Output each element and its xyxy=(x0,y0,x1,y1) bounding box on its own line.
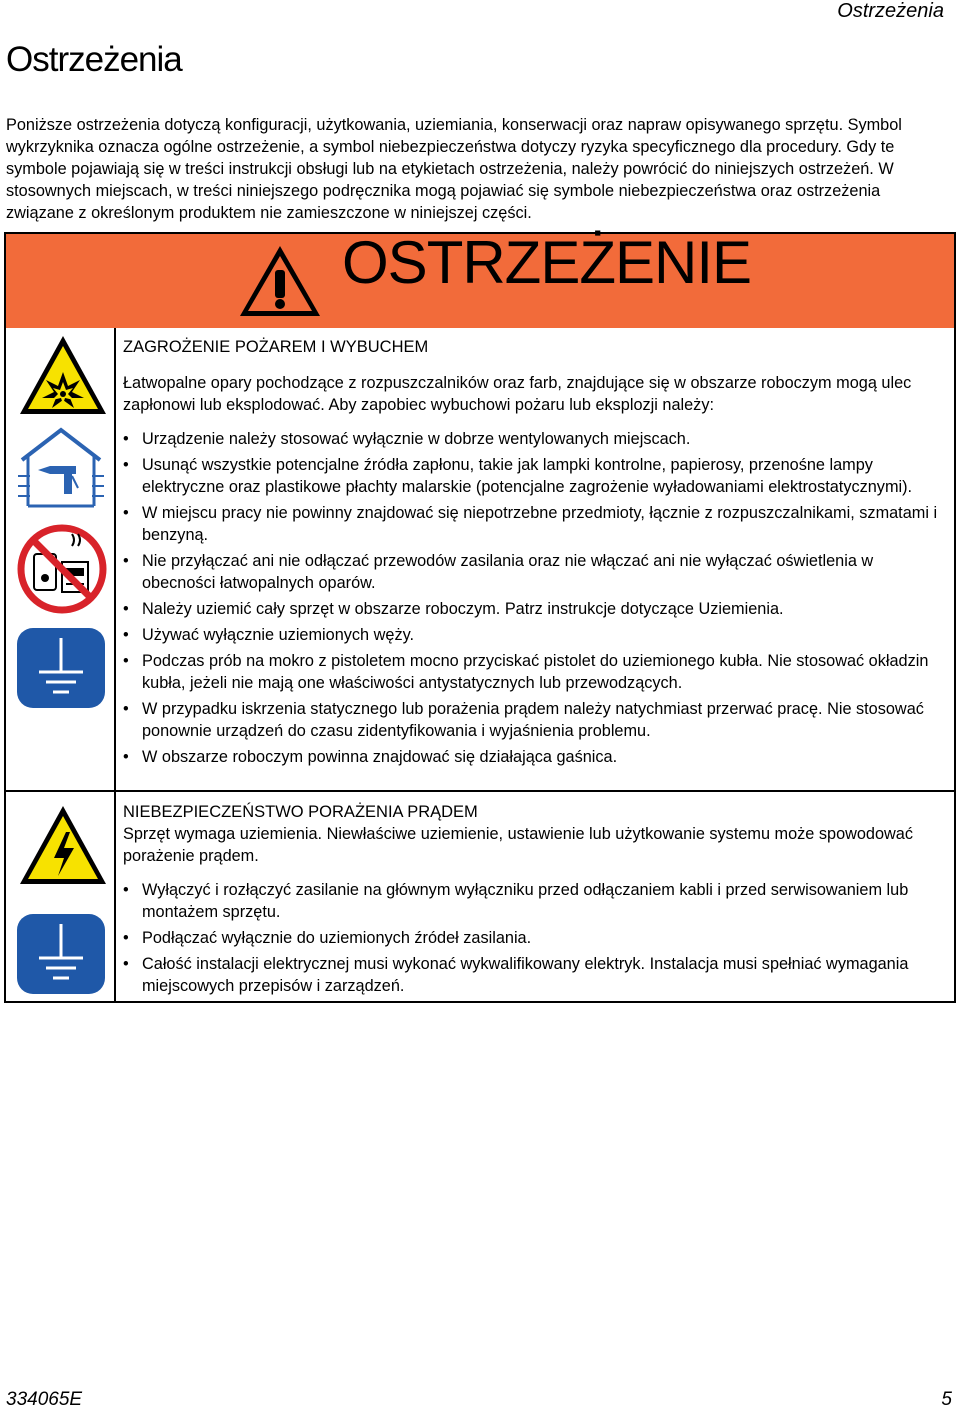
grounding-link[interactable]: Uziemienia xyxy=(698,600,780,618)
list-item: • Należy uziemić cały sprzęt w obszarze roboczym. Patrz instrukcje dotyczące Uziemienia. xyxy=(123,598,943,620)
no-ignition-icon xyxy=(16,524,108,614)
list-item: • Podłączać wyłącznie do uziemionych źródeł zasilania. xyxy=(123,927,943,949)
electric-hazard-title: NIEBEZPIECZEŃSTWO PORAŻENIA PRĄDEM xyxy=(123,803,478,821)
row-divider xyxy=(6,790,954,792)
stop-work-emphasis: natychmiast przerwać pracę xyxy=(615,700,819,718)
list-item: • Usunąć wszystkie potencjalne źródła zapłonu, takie jak lampki kontrolne, papierosy, przenośne lampy elektryczne oraz plastikowe płachty malarskie (potencjalne zagrożenie wyładowaniami elektrostatycznymi). xyxy=(123,454,943,498)
ventilation-house-icon xyxy=(16,426,106,510)
fire-hazard-section xyxy=(123,336,943,772)
ground-icon xyxy=(15,912,107,996)
fire-explosion-icon xyxy=(18,334,108,418)
list-item: • W przypadku iskrzenia statycznego lub porażenia prądem należy natychmiast przerwać pracę. Nie stosować ponownie urządzeń do czasu zidentyfikowania i wyjaśnienia problemu. xyxy=(123,698,943,742)
electric-hazard-list xyxy=(123,879,943,997)
fire-hazard-lead: Łatwopalne opary pochodzące z rozpuszczalników oraz farb, znajdujące się w obszarze roboczym mogą ulec zapłonowi lub eksplodować. Aby zapobiec wybuchowi pożaru lub eksplozji należy: xyxy=(123,374,912,414)
fire-hazard-list xyxy=(123,428,943,768)
electric-hazard-section xyxy=(123,801,943,1001)
list-item: • Urządzenie należy stosować wyłącznie w dobrze wentylowanych miejscach. xyxy=(123,428,943,450)
warning-table xyxy=(4,229,956,1003)
work-area-emphasis: obszarze roboczym xyxy=(690,374,832,392)
document-number: 334065E xyxy=(6,1389,83,1410)
warning-word: OSTRZEŻENIE xyxy=(342,229,752,296)
warning-banner xyxy=(6,229,954,328)
list-item: • Używać wyłącznie uziemionych węży. xyxy=(123,624,943,646)
page-number: 5 xyxy=(941,1389,952,1410)
list-item: • Podczas prób na mokro z pistoletem mocno przyciskać pistolet do uziemionego kubła. Nie stosować okładzin kubła, jeżeli nie mają one właściwości antystatycznych lub przewodzących. xyxy=(123,650,943,694)
page-title: Ostrzeżenia xyxy=(6,40,182,79)
exclamation-triangle-icon xyxy=(236,242,324,320)
list-item: • W miejscu pracy nie powinny znajdować się niepotrzebne przedmioty, łącznie z rozpuszczalnikami, szmatami i benzyną. xyxy=(123,502,943,546)
list-item: • Całość instalacji elektrycznej musi wykonać wykwalifikowany elektryk. Instalacja musi spełniać wymagania miejscowych przepisów i zarządzeń. xyxy=(123,953,943,997)
ground-icon xyxy=(15,626,107,710)
electric-shock-icon xyxy=(18,804,108,888)
running-header: Ostrzeżenia xyxy=(837,0,944,22)
list-item: • Wyłączyć i rozłączyć zasilanie na głównym wyłączniku przed odłączaniem kabli i przed serwisowaniem lub montażem sprzętu. xyxy=(123,879,943,923)
electric-hazard-lead: Sprzęt wymaga uziemienia. Niewłaściwe uziemienie, ustawienie lub użytkowanie systemu może spowodować porażenie prądem. xyxy=(123,825,913,865)
list-item: • W obszarze roboczym powinna znajdować się działająca gaśnica. xyxy=(123,746,943,768)
intro-paragraph: Poniższe ostrzeżenia dotyczą konfiguracji, użytkowania, uziemiania, konserwacji oraz napraw opisywanego sprzętu. Symbol wykrzyknika oznacza ogólne ostrzeżenie, a symbol niebezpieczeństwa dotyczy ryzyka specyficznego dla procedury. Gdy te symbole pojawiają się w treści instrukcji obsługi lub na etykietach ostrzeżenia, należy powrócić do niniejszych ostrzeżeń. W stosownych miejscach, w treści niniejszego podręcznika mogą pojawiać się symbole niebezpieczeństwa oraz ostrzeżenia związane z określonym produktem nie zamieszczone w niniejszej części. xyxy=(6,116,902,222)
fire-hazard-title: ZAGROŻENIE POŻAREM I WYBUCHEM xyxy=(123,338,429,356)
list-item: • Nie przyłączać ani nie odłączać przewodów zasilania oraz nie włączać ani nie wyłączać oświetlenia w obecności łatwopalnych oparów. xyxy=(123,550,943,594)
